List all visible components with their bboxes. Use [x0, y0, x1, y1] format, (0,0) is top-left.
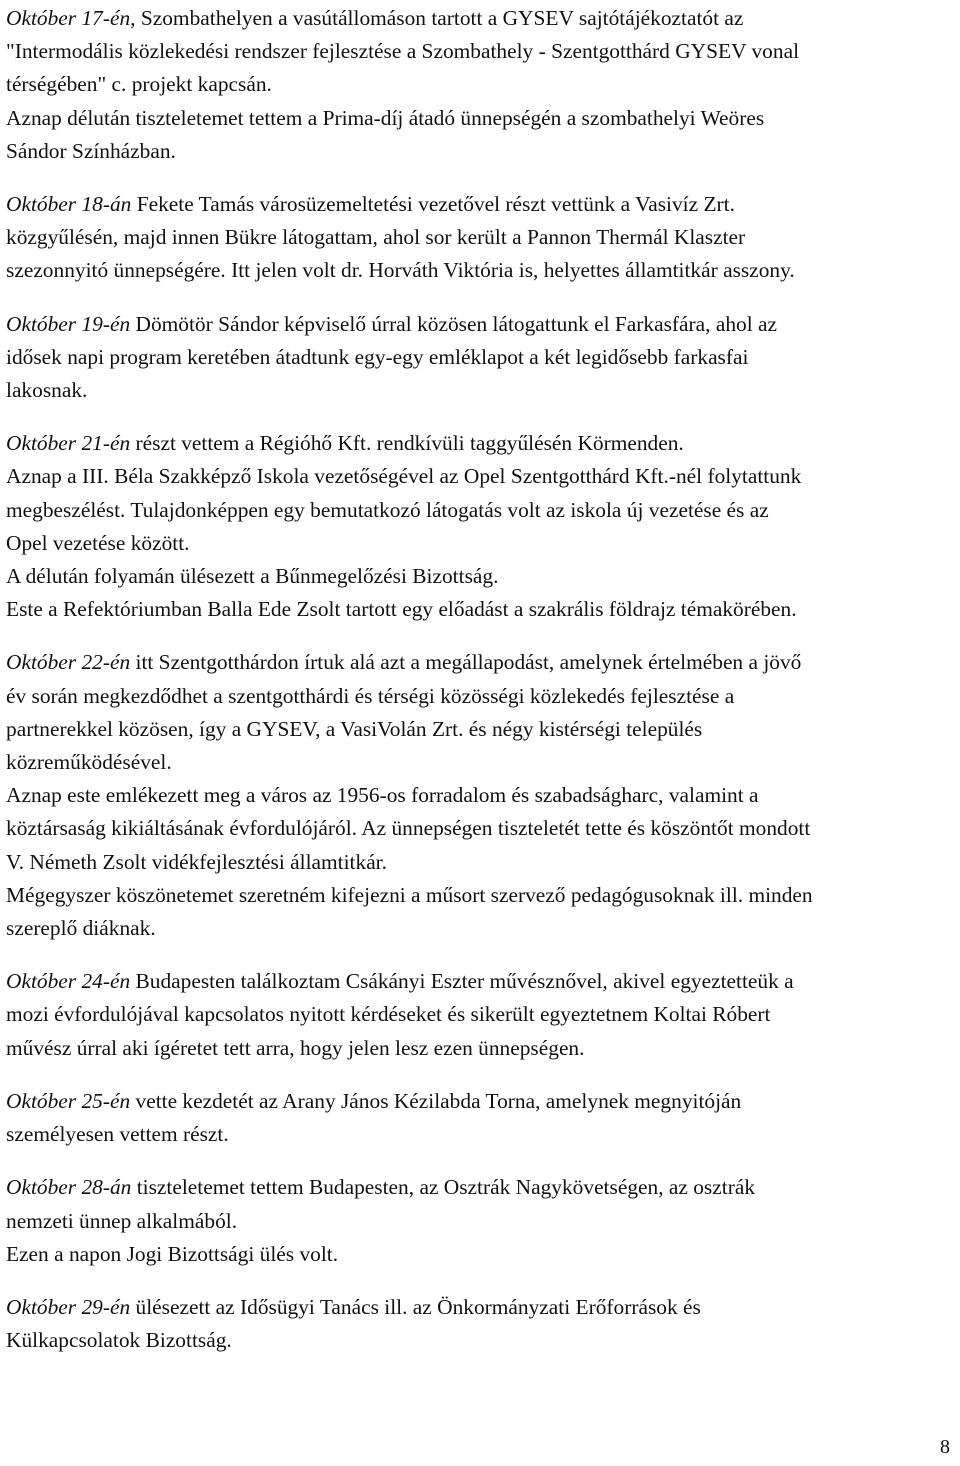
- entry-date: Október 29-én: [6, 1294, 131, 1319]
- entry-text: részt vettem a Régióhő Kft. rendkívüli taggyűlésén Körmenden.: [130, 431, 684, 456]
- text-line: lakosnak.: [6, 378, 88, 403]
- text-line: partnerekkel közösen, így a GYSEV, a VasiVolán Zrt. és négy kistérségi település: [6, 716, 703, 741]
- entry-text: Szombathelyen a vasútállomáson tartott a GYSEV sajtótájékoztatót az: [135, 6, 744, 30]
- entry-date: Október 22-én: [6, 650, 131, 675]
- text-line: [6, 965, 958, 998]
- text-line: térségében" c. projekt kapcsán.: [6, 72, 272, 97]
- text-line: [6, 188, 958, 221]
- text-line: Aznap délután tiszteletemet tettem a Prima-díj átadó ünnepségén a szombathelyi Weöres: [6, 105, 765, 130]
- entry-text: Budapesten találkoztam Csákányi Eszter művésznővel, akivel egyeztetteük a: [130, 969, 794, 994]
- text-line: [6, 1291, 958, 1324]
- entry-text: ülésezett az Idősügyi Tanács ill. az Önkormányzati Erőforrások és: [130, 1294, 701, 1319]
- entry-date: Október 28-án: [6, 1175, 132, 1200]
- text-line: megbeszélést. Tulajdonképpen egy bemutatkozó látogatás volt az iskola új vezetése és az: [6, 497, 769, 522]
- entry-text: Fekete Tamás városüzemeltetési vezetővel részt vettünk a Vasivíz Zrt.: [131, 192, 735, 217]
- entry-text: tiszteletemet tettem Budapesten, az Osztrák Nagykövetségen, az osztrák: [131, 1175, 756, 1200]
- entry-text: itt Szentgotthárdon írtuk alá azt a megállapodást, amelynek értelmében a jövő: [130, 650, 802, 675]
- text-line: [6, 308, 958, 341]
- text-line: közgyűlésén, majd innen Bükre látogattam, ahol sor került a Pannon Thermál Klaszter: [6, 225, 746, 250]
- text-line: Opel vezetése között.: [6, 530, 190, 555]
- text-line: V. Németh Zsolt vidékfejlesztési államtitkár.: [6, 849, 387, 874]
- entry-date: Október 21-én: [6, 431, 131, 456]
- entry-date: Október 18-án: [6, 192, 132, 217]
- entry-text: Dömötör Sándor képviselő úrral közösen látogattunk el Farkasfára, ahol az: [130, 311, 778, 336]
- entry-oct-18: [6, 188, 958, 288]
- text-line: Mégegyszer köszönetemet szeretném kifejezni a műsort szervező pedagógusoknak ill. minden: [6, 882, 813, 907]
- entry-text: vette kezdetét az Arany János Kézilabda Torna, amelynek megnyitóján: [130, 1088, 742, 1113]
- page-number: 8: [940, 1436, 950, 1458]
- entry-date: Október 25-én: [6, 1088, 131, 1113]
- entry-oct-29: [6, 1291, 958, 1357]
- text-line: Este a Refektóriumban Balla Ede Zsolt tartott egy előadást a szakrális földrajz témakörében.: [6, 597, 797, 622]
- text-line: A délután folyamán ülésezett a Bűnmegelőzési Bizottság.: [6, 564, 499, 589]
- text-line: Külkapcsolatok Bizottság.: [6, 1328, 232, 1353]
- text-line: Sándor Színházban.: [6, 138, 176, 163]
- text-line: [6, 1171, 958, 1204]
- entry-date: Október 17-én,: [6, 6, 136, 30]
- entry-oct-24: [6, 965, 958, 1065]
- text-line: Aznap este emlékezett meg a város az 1956-os forradalom és szabadságharc, valamint a: [6, 783, 759, 808]
- text-line: év során megkezdődhet a szentgotthárdi és térségi közösségi közlekedés fejlesztése a: [6, 683, 735, 708]
- entry-oct-21: [6, 427, 958, 626]
- text-line: [6, 2, 958, 35]
- entry-oct-28: [6, 1171, 958, 1271]
- text-line: köztársaság kikiáltásának évfordulójáról. Az ünnepségen tiszteletét tette és köszöntőt mondott: [6, 816, 811, 841]
- text-line: közreműködésével.: [6, 750, 172, 775]
- text-line: művész úrral aki ígéretet tett arra, hogy jelen lesz ezen ünnepségen.: [6, 1035, 585, 1060]
- text-line: személyesen vettem részt.: [6, 1122, 229, 1147]
- entry-date: Október 19-én: [6, 311, 131, 336]
- entry-oct-25: [6, 1085, 958, 1151]
- text-line: Aznap a III. Béla Szakképző Iskola vezetőségével az Opel Szentgotthárd Kft.-nél folytattunk: [6, 464, 802, 489]
- entry-oct-22: [6, 646, 958, 945]
- text-line: idősek napi program keretében átadtunk egy-egy emléklapot a két legidősebb farkasfai: [6, 344, 749, 369]
- text-line: "Intermodális közlekedési rendszer fejlesztése a Szombathely - Szentgotthárd GYSEV vonal: [6, 39, 800, 64]
- entry-oct-17: [6, 2, 958, 168]
- text-line: szereplő diáknak.: [6, 916, 156, 941]
- text-line: mozi évfordulójával kapcsolatos nyitott kérdéseket és sikerült egyeztetnem Koltai Róbert: [6, 1002, 771, 1027]
- text-line: [6, 1085, 958, 1118]
- text-line: [6, 646, 958, 679]
- text-line: nemzeti ünnep alkalmából.: [6, 1208, 238, 1233]
- text-line: szezonnyitó ünnepségére. Itt jelen volt dr. Horváth Viktória is, helyettes államtitkár asszony.: [6, 258, 795, 283]
- text-line: Ezen a napon Jogi Bizottsági ülés volt.: [6, 1241, 339, 1266]
- entry-oct-19: [6, 308, 958, 408]
- entry-date: Október 24-én: [6, 969, 131, 994]
- document-page: [6, 2, 958, 1377]
- text-line: [6, 427, 958, 460]
